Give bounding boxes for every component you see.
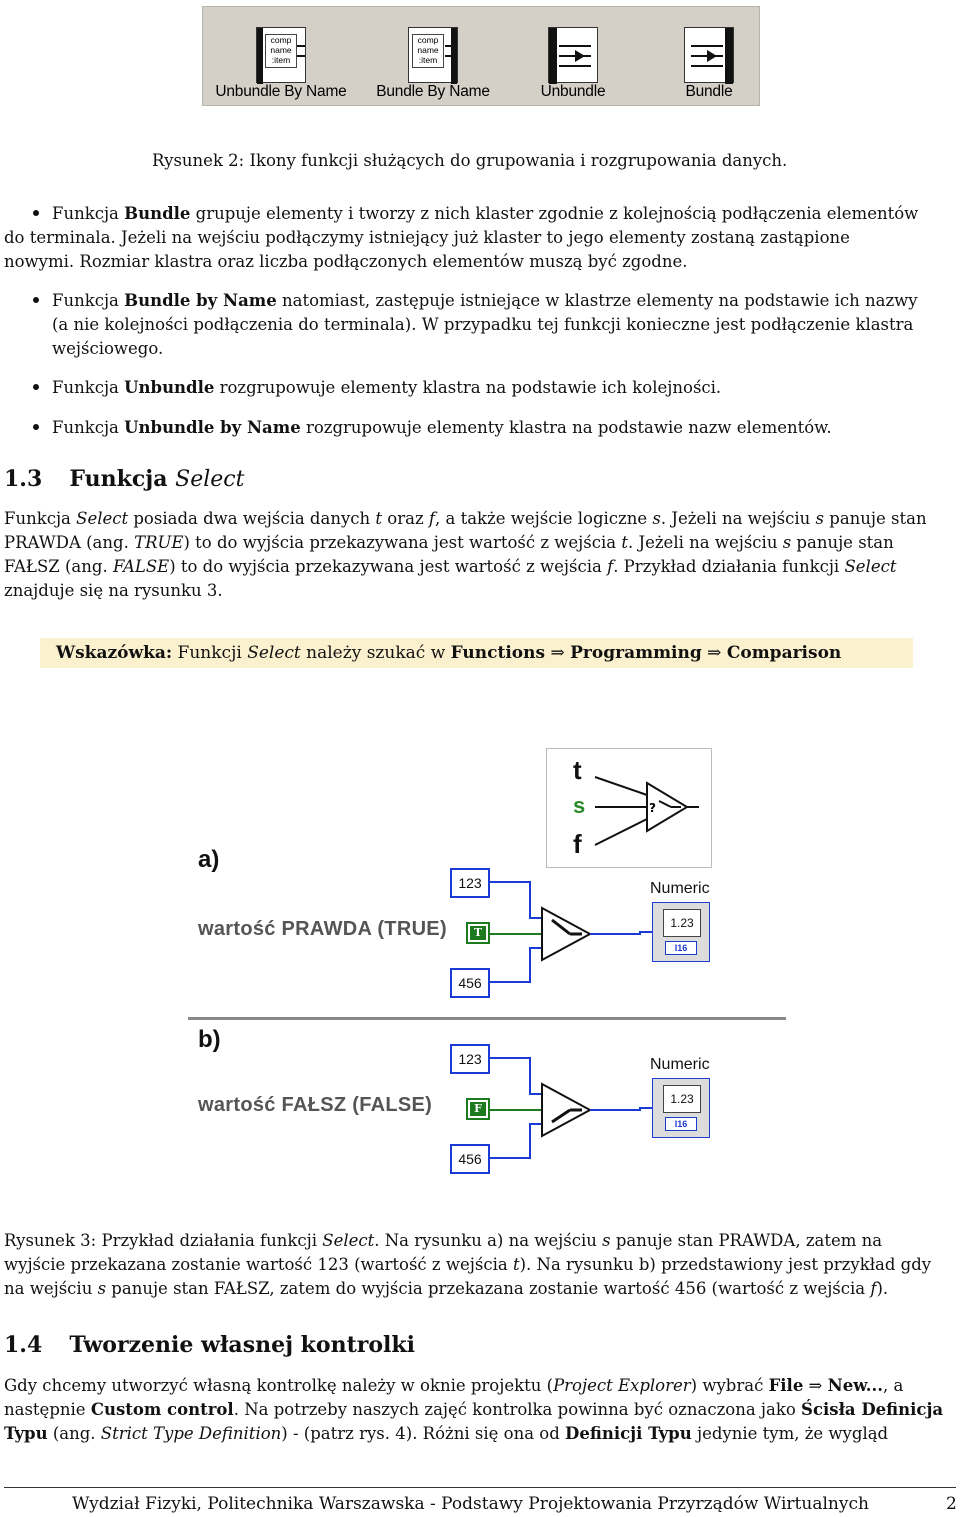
text-fragment: posiada dwa wejścia danych [128,509,376,528]
text-fragment: ) - (patrz rys. 4). Różni się ona od [281,1424,566,1443]
text-fragment: ) wybrać [690,1376,769,1395]
unbundle-icon [548,27,598,83]
text: grupuje elementy i tworzy z nich klaster zgodnie z kolejnością podłączenia elementów [190,204,919,223]
bullet-dot [33,424,39,430]
text-fragment: Funkcji [172,643,248,663]
select-paragraph-line3 [4,555,896,579]
icon-label: Unbundle By Name [215,83,347,100]
select-function-icon-large [546,748,712,868]
text-fragment: t [375,509,383,528]
unbundle-by-name-item [211,19,351,107]
text-fragment: Select [322,1231,375,1250]
bool-false-label: wartość FAŁSZ (FALSE) [198,1094,433,1116]
text-fragment: Custom control [90,1400,234,1419]
wiring-a [420,868,720,998]
numeric-type: I16 [665,941,697,955]
text-fragment: f [607,557,614,576]
text-fragment: ). [519,1255,532,1274]
icon-box-line: :item [271,55,291,65]
text-fragment: f [428,509,435,528]
text-fragment: Funkcja [4,509,77,528]
bundle-by-name-icon [408,27,458,83]
numeric-indicator-label: Numeric [650,880,710,897]
text-fragment: panuje stan PRAWDA, zatem na [610,1231,883,1250]
text-fragment: panuje stan [791,533,894,552]
text-fragment: (ang. [47,1424,101,1443]
text-fragment: t [621,533,628,552]
text-fragment: Rysunek 3: Przykład działania funkcji [4,1231,323,1250]
text-fragment: T [470,926,486,940]
text: Funkcja [52,418,125,437]
text-fragment: ⇒ [545,643,571,663]
term: Bundle [124,204,191,223]
unbundle-by-name-icon [256,27,306,83]
term: Unbundle by Name [124,418,301,437]
text-fragment: . Jeżeli na wejściu [660,509,816,528]
text: Funkcja [52,378,125,397]
input-123-terminal: 123 [450,1044,490,1074]
icon-box-line: name [270,45,292,55]
text-fragment: . Jeżeli na wejściu [628,533,783,552]
text: natomiast, zastępuje istniejące w klastrze elementy na podstawie ich nazwy [276,291,918,310]
bundle-icon [684,27,734,83]
select-paragraph-line4: znajduje się na rysunku 3. [4,581,223,600]
text-fragment: Definicji Typu [565,1424,692,1443]
text-fragment: następnie [4,1400,91,1419]
bullet-unbundle [52,376,721,400]
bullet-bundle-line2: do terminala. Jeżeli na wejściu podłączymy istniejący już klaster to jego elementy zostaną zastąpione [4,228,850,247]
icon-box-line: name [417,45,439,55]
path-comparison: Comparison [726,643,842,663]
text-fragment: s [97,1279,107,1298]
text-fragment: . Na potrzeby naszych zajęć kontrolka powinna być oznaczona jako [233,1400,802,1419]
text-fragment: Select [247,643,301,663]
custom-control-line3 [4,1422,888,1446]
text-fragment: ) to do wyjścia przekazywana jest wartość z wejścia [169,557,608,576]
text-fragment: , a [883,1376,904,1395]
text-fragment: . [374,1231,380,1250]
text-fragment: ⇒ [701,643,727,663]
text-fragment: s [652,509,661,528]
input-123-terminal: 123 [450,868,490,898]
bool-true-label: wartość PRAWDA (TRUE) [198,918,447,940]
text-fragment: Na rysunku a) na wejściu [379,1231,603,1250]
text-fragment: Strict Type Definition [100,1424,282,1443]
icon-box-line: comp [270,35,292,45]
text-fragment: Select [76,509,129,528]
text-fragment: panuje stan [824,509,927,528]
text-fragment: F [470,1102,486,1116]
numeric-indicator-label: Numeric [650,1056,710,1073]
custom-control-line2 [4,1398,943,1422]
text-fragment: na wejściu [4,1279,98,1298]
footer-rule [4,1487,956,1488]
text-fragment: FALSE [112,557,170,576]
text-fragment: ). [876,1279,889,1298]
numeric-type: I16 [665,1117,697,1131]
bullet-bundle [52,202,958,226]
text-fragment: File [768,1376,804,1395]
text-fragment: oraz [382,509,429,528]
text-fragment: New... [827,1376,883,1395]
text-fragment: t [512,1255,520,1274]
section-title-italic: Select [175,467,245,492]
icon-box-line: :item [418,55,438,65]
icon-label: Bundle By Name [376,83,490,100]
input-t-label: t [573,755,582,785]
input-456-terminal: 456 [450,1144,490,1174]
text-fragment: ⇒ [803,1376,828,1395]
figure-2-caption: Rysunek 2: Ikony funkcji służących do grupowania i rozgrupowania danych. [152,151,788,170]
select-triangle-icon [547,749,711,867]
bullet-dot [33,297,39,303]
text-fragment: f [870,1279,877,1298]
text: rozgrupowuje elementy klastra na podstawie nazw elementów. [300,418,832,437]
figure-3-caption-line3 [4,1277,888,1301]
figure-3-caption-line2 [4,1253,931,1277]
bullet-dot [33,210,39,216]
input-456-terminal: 456 [450,968,490,998]
path-programming: Programming [570,643,702,663]
bundle-by-name-item [363,19,503,107]
text-fragment: Gdy chcemy utworzyć własną kontrolkę należy w oknie projektu ( [4,1376,554,1395]
text: rozgrupowuje elementy klastra na podstawie ich kolejności. [214,378,722,397]
text-fragment: Project Explorer [553,1376,691,1395]
bullet-bundle-line3: nowymi. Rozmiar klastra oraz liczba podłączonych elementów muszą być zgodne. [4,252,688,271]
text-fragment: Ścisła Definicja [801,1400,944,1419]
text-fragment: ) to do wyjścia przekazywana jest wartość z wejścia [183,533,622,552]
text-fragment: TRUE [134,533,184,552]
text-fragment: PRAWDA (ang. [4,533,135,552]
text-fragment: jedynie tym, że wygląd [691,1424,889,1443]
tip-label: Wskazówka: [56,643,173,663]
figure-3-caption-line1 [4,1229,882,1253]
example-a-label: a) [198,846,220,873]
text: Funkcja [52,204,125,223]
icon-label: Bundle [685,83,733,100]
text-fragment: s [815,509,825,528]
numeric-value: 1.23 [663,1085,701,1113]
function-icons-strip [202,6,760,106]
section-heading-1-3 [4,466,244,492]
text-fragment: . Przykład działania funkcji [613,557,845,576]
unbundle-item [503,19,643,107]
text-fragment: panuje stan FAŁSZ, zatem do wyjścia przekazana zostanie wartość 456 (wartość z wejścia [106,1279,871,1298]
icon-label: Unbundle [540,83,606,100]
bundle-item [639,19,779,107]
text-fragment: należy szukać w [300,643,451,663]
text: Funkcja [52,291,125,310]
text-fragment: , a także wejście logiczne [435,509,653,528]
path-functions: Functions [450,643,546,663]
bullet-unbundle-by-name [52,416,832,440]
tip-box [40,638,913,668]
text-fragment: Typu [4,1424,48,1443]
text-fragment: FAŁSZ (ang. [4,557,113,576]
term: Unbundle [124,378,215,397]
section-heading-1-4 [4,1332,415,1358]
select-paragraph-line2 [4,531,894,555]
custom-control-line1 [4,1374,903,1398]
select-paragraph-line1 [4,507,927,531]
term: Bundle by Name [124,291,277,310]
text-fragment: Select [844,557,897,576]
numeric-value: 1.23 [663,909,701,937]
page-number: 2 [946,1494,957,1514]
separator-line [188,1017,786,1020]
text-fragment: s [782,533,792,552]
section-number: 1.3 [4,466,43,492]
text-fragment: wyjście przekazana zostanie wartość 123 (wartość z wejścia [4,1255,513,1274]
text-fragment: Na rysunku b) przedstawiony jest przykład gdy [531,1255,932,1274]
wiring-b [420,1044,720,1174]
svg-text:?: ? [649,801,656,815]
footer-text: Wydział Fizyki, Politechnika Warszawska - Podstawy Projektowania Przyrządów Wirtualnych [72,1494,869,1514]
input-s-label: s [573,793,586,818]
bullet-dot [33,384,39,390]
bullet-bundle-by-name-line2: (a nie kolejności podłączenia do terminala). W przypadku tej funkcji konieczne jest podłączenie klastra [52,315,914,334]
section-number: 1.4 [4,1332,43,1358]
bullet-bundle-by-name [52,289,958,313]
example-b-label: b) [198,1026,221,1053]
text-fragment: s [602,1231,611,1250]
input-f-label: f [573,829,582,859]
section-title: Tworzenie własnej kontrolki [69,1332,415,1358]
section-title: Funkcja [69,466,176,492]
icon-box-line: comp [417,35,439,45]
bullet-bundle-by-name-line3: wejściowego. [52,339,164,358]
